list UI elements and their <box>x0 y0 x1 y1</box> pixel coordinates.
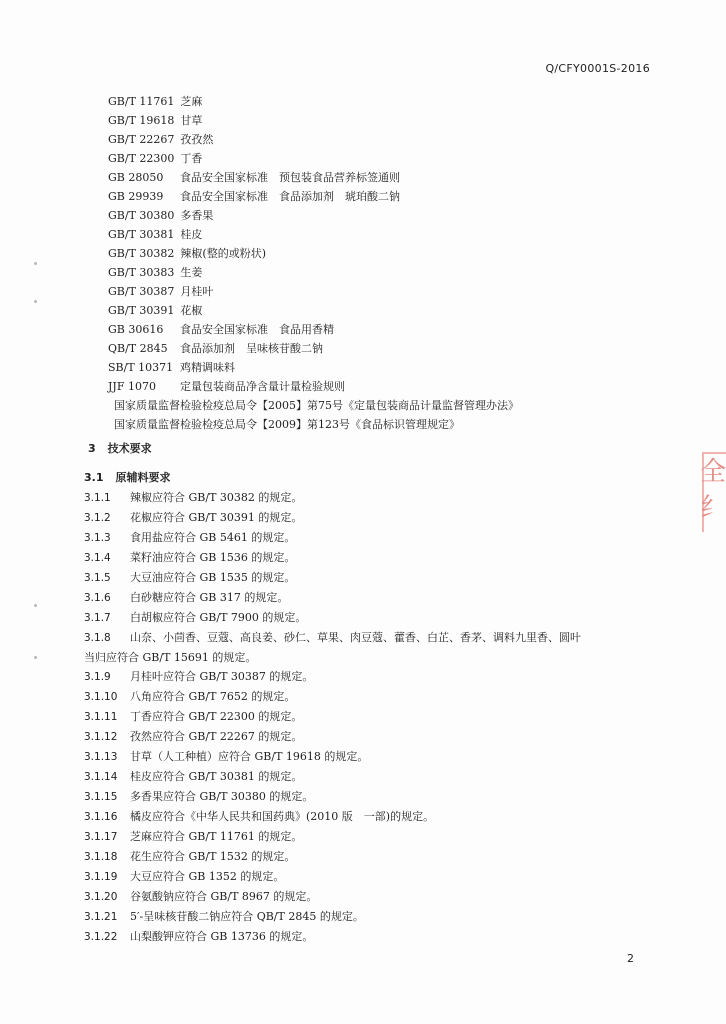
stamp-char: 全 <box>700 457 726 487</box>
requirement-item <box>84 667 664 687</box>
clause-text: 谷氨酸钠应符合 GB/T 8967 的规定。 <box>130 890 318 903</box>
scan-dot <box>34 656 37 659</box>
reference-item <box>108 111 519 130</box>
requirement-item <box>84 887 664 907</box>
scan-dot <box>34 300 37 303</box>
clause-number: 3.1.8 <box>84 632 111 644</box>
clause-number: 3.1.20 <box>84 891 118 903</box>
reference-code: GB/T 30382 <box>108 247 175 260</box>
reference-item <box>108 396 519 415</box>
clause-text: 白胡椒应符合 GB/T 7900 的规定。 <box>130 611 307 624</box>
clause-number: 3.1.6 <box>84 592 111 604</box>
requirement-item <box>84 927 664 947</box>
clause-number: 3.1.22 <box>84 931 118 943</box>
clause-number: 3.1.16 <box>84 811 118 823</box>
clause-number: 3.1.9 <box>84 671 111 683</box>
reference-title: 食品安全国家标准 预包装食品营养标签通则 <box>180 171 400 184</box>
clause-number: 3.1.1 <box>84 492 111 504</box>
clause-text: 菜籽油应符合 GB 1536 的规定。 <box>130 551 296 564</box>
clause-text: 白砂糖应符合 GB 317 的规定。 <box>130 591 289 604</box>
reference-code: GB/T 19618 <box>108 114 175 127</box>
reference-item <box>108 358 519 377</box>
reference-title: 食品安全国家标准 食品添加剂 琥珀酸二钠 <box>180 190 400 203</box>
reference-item <box>108 187 519 206</box>
clause-text: 多香果应符合 GB/T 30380 的规定。 <box>130 790 314 803</box>
requirement-item <box>84 488 664 508</box>
clause-number: 3.1.5 <box>84 572 111 584</box>
reference-title: 花椒 <box>180 304 203 317</box>
reference-title: 食品添加剂 呈味核苷酸二钠 <box>180 342 323 355</box>
requirement-item <box>84 548 664 568</box>
clause-number: 3.1.18 <box>84 851 118 863</box>
requirement-item <box>84 687 664 707</box>
clause-number: 3.1.13 <box>84 751 118 763</box>
clause-number: 3.1.21 <box>84 911 118 923</box>
requirement-item <box>84 628 664 667</box>
clause-text: 芝麻应符合 GB/T 11761 的规定。 <box>130 830 303 843</box>
clause-text: 山奈、小茴香、豆蔻、高良姜、砂仁、草果、肉豆蔻、藿香、白芷、香茅、调料九里香、圆叶 <box>130 631 581 644</box>
clause-number: 3.1.17 <box>84 831 118 843</box>
clause-text: 橘皮应符合《中华人民共和国药典》(2010 版 一部)的规定。 <box>130 810 435 823</box>
requirement-item <box>84 787 664 807</box>
clause-text: 月桂叶应符合 GB/T 30387 的规定。 <box>130 670 314 683</box>
clause-number: 3.1.15 <box>84 791 118 803</box>
clause-text: 花椒应符合 GB/T 30391 的规定。 <box>130 511 303 524</box>
stamp-char: 纟 <box>700 493 726 523</box>
requirement-item <box>84 747 664 767</box>
reference-code: GB/T 22267 <box>108 133 175 146</box>
clause-number: 3.1.4 <box>84 552 111 564</box>
reference-title: 桂皮 <box>180 228 203 241</box>
reference-code: GB/T 30391 <box>108 304 175 317</box>
reference-item <box>108 206 519 225</box>
reference-title: 芝麻 <box>180 95 203 108</box>
reference-title: 国家质量监督检验检疫总局令【2009】第123号《食品标识管理规定》 <box>114 418 460 431</box>
reference-code: GB/T 11761 <box>108 95 175 108</box>
subsection-title: 原辅料要求 <box>115 471 171 484</box>
normative-references-list <box>108 92 519 434</box>
subsection-number: 3.1 <box>84 471 104 484</box>
requirements-list <box>84 488 664 947</box>
clause-text: 甘草（人工种植）应符合 GB/T 19618 的规定。 <box>130 750 369 763</box>
requirement-item <box>84 528 664 548</box>
subsection-heading <box>84 469 171 485</box>
reference-code: GB 28050 <box>108 171 164 184</box>
reference-title: 甘草 <box>180 114 203 127</box>
section-number: 3 <box>88 442 96 455</box>
requirement-item <box>84 867 664 887</box>
red-stamp-seal <box>696 452 726 532</box>
reference-title: 孜孜然 <box>180 133 214 146</box>
clause-text: 食用盐应符合 GB 5461 的规定。 <box>130 531 296 544</box>
reference-item <box>108 320 519 339</box>
reference-code: GB/T 30380 <box>108 209 175 222</box>
reference-title: 丁香 <box>180 152 203 165</box>
clause-text: 5′-呈味核苷酸二钠应符合 QB/T 2845 的规定。 <box>130 910 364 923</box>
reference-item <box>108 282 519 301</box>
clause-number: 3.1.10 <box>84 691 118 703</box>
section-heading <box>88 440 152 456</box>
reference-title: 多香果 <box>180 209 214 222</box>
reference-code: GB 29939 <box>108 190 164 203</box>
requirement-item <box>84 727 664 747</box>
reference-code: GB/T 22300 <box>108 152 175 165</box>
requirement-item <box>84 807 664 827</box>
clause-number: 3.1.19 <box>84 871 118 883</box>
reference-title: 鸡精调味料 <box>180 361 235 374</box>
requirement-item <box>84 588 664 608</box>
clause-number: 3.1.3 <box>84 532 111 544</box>
reference-item <box>108 168 519 187</box>
clause-text: 辣椒应符合 GB/T 30382 的规定。 <box>130 491 303 504</box>
requirement-item <box>84 767 664 787</box>
reference-code: QB/T 2845 <box>108 342 168 355</box>
reference-item <box>108 339 519 358</box>
page-number: 2 <box>627 952 634 965</box>
reference-code: SB/T 10371 <box>108 361 174 374</box>
reference-item <box>108 301 519 320</box>
clause-number: 3.1.7 <box>84 612 111 624</box>
clause-text: 山梨酸钾应符合 GB 13736 的规定。 <box>130 930 314 943</box>
reference-code: GB/T 30383 <box>108 266 175 279</box>
reference-title: 月桂叶 <box>180 285 214 298</box>
clause-text: 大豆油应符合 GB 1535 的规定。 <box>130 571 296 584</box>
clause-text: 丁香应符合 GB/T 22300 的规定。 <box>130 710 303 723</box>
requirement-item <box>84 907 664 927</box>
scan-dot <box>34 262 37 265</box>
clause-text: 八角应符合 GB/T 7652 的规定。 <box>130 690 296 703</box>
reference-item <box>108 225 519 244</box>
section-title: 技术要求 <box>107 442 152 455</box>
clause-text: 花生应符合 GB/T 1532 的规定。 <box>130 850 296 863</box>
reference-title: 食品安全国家标准 食品用香精 <box>180 323 334 336</box>
requirement-item <box>84 508 664 528</box>
reference-item <box>108 244 519 263</box>
clause-text-continuation: 当归应符合 GB/T 15691 的规定。 <box>84 651 257 664</box>
reference-code: GB/T 30381 <box>108 228 175 241</box>
requirement-item <box>84 847 664 867</box>
requirement-item <box>84 827 664 847</box>
reference-title: 辣椒(整的或粉状) <box>180 247 266 260</box>
clause-number: 3.1.14 <box>84 771 118 783</box>
reference-code: JJF 1070 <box>108 380 156 393</box>
standard-code: Q/CFY0001S-2016 <box>545 62 650 75</box>
clause-number: 3.1.12 <box>84 731 118 743</box>
clause-text: 桂皮应符合 GB/T 30381 的规定。 <box>130 770 303 783</box>
reference-item <box>108 92 519 111</box>
reference-title: 定量包装商品净含量计量检验规则 <box>180 380 345 393</box>
reference-item <box>108 149 519 168</box>
reference-item <box>108 377 519 396</box>
reference-item <box>108 130 519 149</box>
reference-code: GB/T 30387 <box>108 285 175 298</box>
requirement-item <box>84 608 664 628</box>
reference-code: GB 30616 <box>108 323 164 336</box>
clause-number: 3.1.2 <box>84 512 111 524</box>
reference-title: 生姜 <box>180 266 203 279</box>
scan-dot <box>34 604 37 607</box>
clause-number: 3.1.11 <box>84 711 118 723</box>
reference-title: 国家质量监督检验检疫总局令【2005】第75号《定量包装商品计量监督管理办法》 <box>114 399 519 412</box>
requirement-item <box>84 707 664 727</box>
clause-text: 孜然应符合 GB/T 22267 的规定。 <box>130 730 303 743</box>
reference-item <box>108 415 519 434</box>
reference-item <box>108 263 519 282</box>
clause-text: 大豆应符合 GB 1352 的规定。 <box>130 870 285 883</box>
requirement-item <box>84 568 664 588</box>
